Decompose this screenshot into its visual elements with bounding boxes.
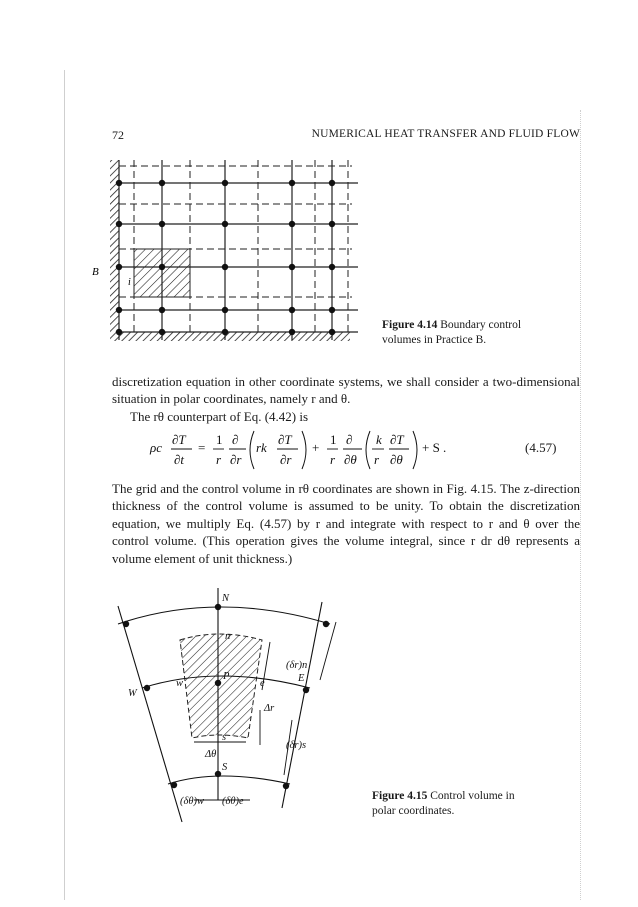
eq-partial-2: ∂	[346, 432, 353, 447]
eq-plus: +	[312, 440, 320, 455]
dtheta-e-label: (δθ)e	[222, 796, 244, 807]
face-label-s: s	[222, 732, 227, 743]
eq-one-1: 1	[216, 432, 223, 447]
eq-dT-1: ∂T	[172, 432, 186, 447]
caption-415-line-1: Control volume in	[430, 790, 515, 802]
figure-4-14-label: Figure 4.14	[382, 319, 438, 331]
face-label-w: w	[176, 678, 184, 689]
eq-dT-3: ∂T	[390, 432, 404, 447]
equation-number: (4.57)	[525, 440, 557, 455]
eq-r-2: r	[330, 452, 336, 467]
paragraph-counterpart	[112, 408, 580, 425]
equation-4-57	[150, 428, 490, 474]
figure-4-15-label: Figure 4.15	[372, 790, 428, 802]
eq-equals: =	[198, 440, 206, 455]
eq-rho-c: ρc	[150, 440, 163, 455]
bottom-wall-hatch	[110, 332, 350, 341]
caption-line-2: volumes in Practice B.	[382, 334, 487, 346]
eq-source: + S .	[422, 440, 447, 455]
running-header: NUMERICAL HEAT TRANSFER AND FLUID FLOW	[311, 128, 580, 140]
counterpart-text: The rθ counterpart of Eq. (4.42) is	[130, 409, 309, 424]
paragraph-polar-intro: discretization equation in other coordinate systems, we shall consider a two-dimensional situation in polar coordinates, namely r and θ.	[112, 374, 580, 407]
node-label-s-upper: S	[222, 762, 228, 773]
node-label-w-upper: W	[128, 688, 137, 699]
delta-theta-label: Δθ	[205, 749, 217, 760]
node-label-p: P	[223, 671, 230, 682]
paragraph-grid-description: The grid and the control volume in rθ coordinates are shown in Fig. 4.15. The z-direction thickness of the control volume is assumed to be unity. To obtain the discretization equation, we multiply Eq. (4.57) by r and integrate with respect to r and θ over the control volume. (This operation gives the volume integral, since r dr dθ represents a volume element of unit thickness.)	[112, 481, 580, 566]
eq-dt: ∂t	[174, 452, 185, 467]
eq-dT-2: ∂T	[278, 432, 292, 447]
delta-r-label: Δr	[264, 703, 275, 714]
eq-partial-1: ∂	[232, 432, 239, 447]
node-label-n-upper: N	[222, 593, 230, 604]
eq-dtheta-2: ∂θ	[390, 452, 403, 467]
eq-dtheta-1: ∂θ	[344, 452, 357, 467]
face-label-e: e	[260, 678, 265, 689]
caption-415-line-2: polar coordinates.	[372, 805, 455, 817]
eq-dr-1: ∂r	[230, 452, 242, 467]
page-edge-line	[64, 70, 65, 900]
caption-line-1: Boundary control	[440, 319, 522, 331]
dr-s-label: (δr)s	[286, 740, 307, 751]
polar-control-volume	[180, 634, 262, 738]
eq-one-2: 1	[330, 432, 337, 447]
dr-n-label: (δr)n	[286, 660, 308, 671]
eq-k: k	[376, 432, 382, 447]
figure-4-15-polar-cv	[105, 585, 345, 825]
eq-rk: rk	[256, 440, 267, 455]
node-label-e-upper: E	[298, 673, 305, 684]
boundary-label-b: B	[92, 266, 99, 278]
node-label-i: i	[128, 277, 131, 288]
figure-4-14-caption	[382, 318, 521, 348]
page-number: 72	[112, 128, 124, 142]
eq-dr-2: ∂r	[280, 452, 292, 467]
eq-r-1: r	[216, 452, 222, 467]
figure-4-15-caption	[372, 789, 515, 819]
face-label-n: n	[225, 631, 231, 642]
dtheta-w-label: (δθ)w	[180, 796, 205, 807]
figure-4-14-grid	[92, 150, 390, 355]
control-volume-faces	[119, 160, 352, 332]
page-edge-dotted-line	[580, 110, 581, 900]
eq-r-3: r	[374, 452, 380, 467]
